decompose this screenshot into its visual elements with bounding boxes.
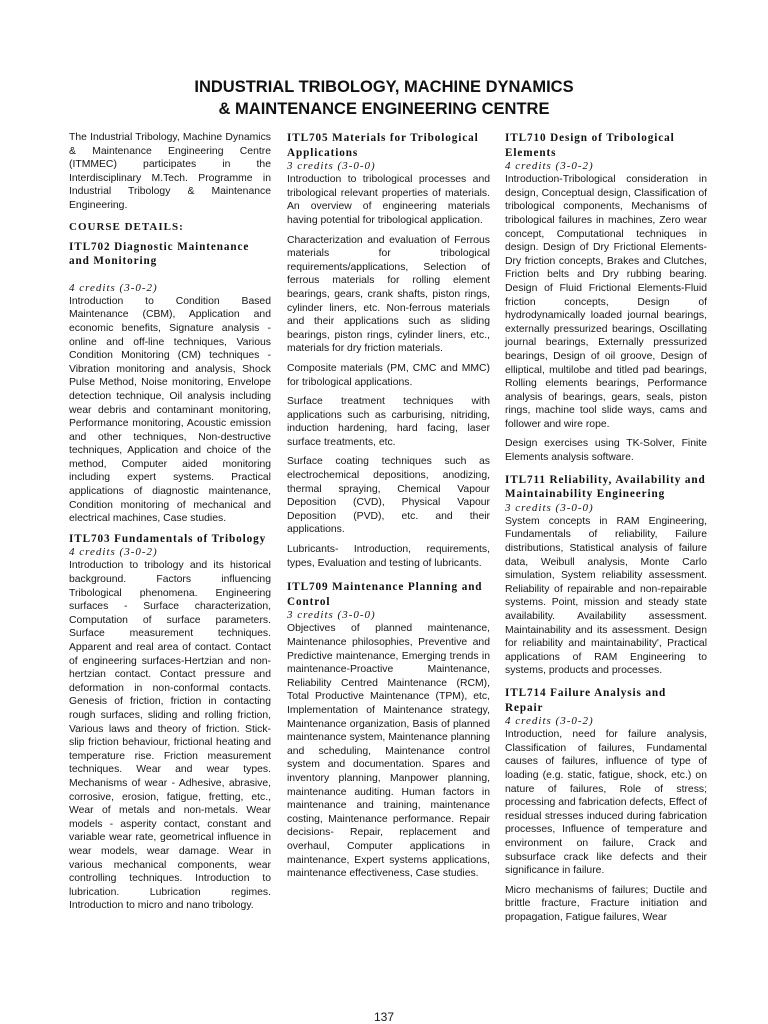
course-paragraph: Introduction-Tribological consideration in design, Conceptual design, Classification of tribological components, Mechanisms of tribological failures in machines, Zero wear concept, Computational techniques in design. Design of Dry Frictional Elements-Dry friction concepts, Brakes and Clutches, Friction belts and Dry rubbing bearing. Design of Fluid Frictional Elements-Fluid friction concepts, Design of hydrodynamically loaded journal bearings, externally pressurized bearings, Oscillating journal bearings, Externally pressurized bearings, Design of oil groove, Design of elliptical, multilobe and titled pad bearings, Rolling elements bearings, Performance analysis of bearings, gears, seals, piston rings, machine tool slide ways, cams and follower and wire rope. (505, 174, 707, 430)
course-itl709 (287, 580, 490, 880)
page-title-line-2: & MAINTENANCE ENGINEERING CENTRE (218, 100, 550, 118)
course-heading: ITL711 Reliability, Availability and Maintainability Engineering (505, 473, 706, 501)
course-credits: 4 credits (3-0-2) (69, 281, 158, 294)
page-title-line-1: INDUSTRIAL TRIBOLOGY, MACHINE DYNAMICS (194, 78, 574, 96)
course-paragraph: Composite materials (PM, CMC and MMC) for tribological applications. (287, 362, 490, 388)
column-right (505, 131, 707, 924)
page-number: 137 (373, 1010, 395, 1024)
course-paragraph: Micro mechanisms of failures; Ductile and brittle fracture, Fracture initiation and propagation, Fatigue failures, Wear (505, 884, 707, 923)
course-credits: 3 credits (3-0-0) (287, 160, 376, 173)
page-title (60, 76, 708, 120)
course-itl703 (69, 532, 271, 913)
course-itl702 (69, 240, 271, 526)
course-heading: ITL710 Design of Tribological Elements (505, 132, 675, 159)
course-paragraph: Surface treatment techniques with applications such as carburising, nitriding, induction hardening, hard facing, laser surface treatments, etc. (287, 396, 490, 448)
course-description: Introduction to Condition Based Maintenance (CBM), Application and economic benefits, Signature analysis - online and off-line techniques, Various Condition Monitoring (CM) techniques - Vibration monitoring and analysis, Shock Pulse Method, Noise monitoring, Envelope detection technique, Oil analysis including wear debris and contaminant monitoring, Performance monitoring, Acoustic emission and other techniques, Non-destructive techniques, Application and choice of the method, Computer aided monitoring including expert systems. Practical applications of diagnostic maintenance, Condition monitoring of mechanical and electrical machines, Case studies. (69, 295, 271, 525)
course-credits: 4 credits (3-0-2) (505, 715, 594, 728)
course-paragraph: Introduction, need for failure analysis, Classification of failures, Fundamental causes of failures, influence of type of loading (e.g. static, fatigue, shock, etc.) on nature of failures, Role of stress; processing and fabrication defects, Effect of residual stresses induced during fabrication processes, Influence of temperature and environment on failure, Crack and subsurface crack like defects and their significance in failure. (505, 729, 707, 877)
course-credits: 3 credits (3-0-0) (287, 609, 376, 622)
column-middle (287, 131, 490, 881)
course-paragraph: Introduction to tribological processes and tribological relevant properties of materials. An overview of engineering materials having potential for tribological application. (287, 174, 490, 226)
course-itl710 (505, 131, 707, 465)
course-credits: 3 credits (3-0-0) (505, 501, 594, 514)
course-paragraph: Lubricants- Introduction, requirements, types, Evaluation and testing of lubricants. (287, 544, 490, 569)
course-credits: 4 credits (3-0-2) (69, 546, 158, 559)
course-itl711 (505, 473, 707, 678)
course-credits: 4 credits (3-0-2) (505, 160, 594, 173)
course-itl714 (505, 686, 707, 925)
course-heading: ITL705 Materials for Tribological Applications (287, 132, 479, 159)
course-description: Introduction to tribology and its historical background. Factors influencing Tribological phenomena. Engineering surfaces - Surface characterization, Computation of surface parameters. Surface measurement techniques. Apparent and real area of contact. Contact of engineering surfaces-Hertzian and non-hertzian contact. Contact pressure and deformation in non-conformal contacts. Genesis of friction, friction in contacting rough surfaces, sliding and rolling friction, Various laws and theory of friction. Stick-slip friction behaviour, frictional heating and temperature rise. Friction measurement techniques. Wear and wear types. Mechanisms of wear - Adhesive, abrasive, corrosive, erosion, fatigue, fretting, etc., Wear of metals and non-metals. Wear models - asperity contact, constant and variable wear rate, geometrical influence in wear models, wear damage. Wear in various mechanical components, wear controlling techniques. Introduction to lubrication. Lubrication regimes. Introduction to micro and nano tribology. (69, 560, 271, 912)
course-details-heading: COURSE DETAILS: (69, 220, 184, 233)
course-heading: ITL709 Maintenance Planning and Control (287, 581, 483, 608)
course-description: Objectives of planned maintenance, Maintenance philosophies, Preventive and Predictive maintenance, Emerging trends in maintenance-Proactive Maintenance, Reliability Centred Maintenance (RCM), Total Productive Maintenance (TPM), etc, Implementation of Maintenance strategy, Maintenance organization, Basis of planned maintenance system, Maintenance planning and scheduling, Maintenance control system and documentation. Spares and inventory planning, Manpower planning, maintenance auditing. Human factors in maintenance and training, maintenance costing, Maintenance performance. Repair decisions- Repair, replacement and overhaul, Computer applications in maintenance, Expert systems applications, maintenance effectiveness, Case studies. (287, 623, 490, 880)
course-description: System concepts in RAM Engineering, Fundamentals of reliability, Failure distributions, Statistical analysis of failure data, Weibull analysis, Monte Carlo simulation, System reliability assessment. Reliability of repairable and non-repairable systems. Point, mission and steady state availability. Availability assessment. Maintainability and its assessment. Design for reliability and maintainability', Practical applications of RAM Engineering to systems, products and processes. (505, 515, 707, 677)
course-heading: ITL702 Diagnostic Maintenance and Monitoring (69, 240, 250, 268)
column-left (69, 131, 271, 913)
intro-paragraph: The Industrial Tribology, Machine Dynamics & Maintenance Engineering Centre (ITMMEC) participates in the Interdisciplinary M.Tech. Programme in Industrial Tribology & Maintenance Engineering. (69, 132, 271, 211)
course-paragraph: Design exercises using TK-Solver, Finite Elements analysis software. (505, 438, 707, 464)
course-heading: ITL714 Failure Analysis and Repair (505, 686, 667, 714)
course-heading: ITL703 Fundamentals of Tribology (69, 532, 267, 545)
course-itl705 (287, 131, 490, 570)
course-paragraph: Surface coating techniques such as electrochemical depositions, anodizing, thermal spraying, Chemical Vapour Deposition (CVD), Physical Vapour Deposition (PVD), etc. and their applications. (287, 456, 490, 536)
course-paragraph: Characterization and evaluation of Ferrous materials for tribological requirements/applications, Selection of ferrous materials for rolling element bearings, gears, crank shafts, piston rings, cylinder liners, etc. Non-ferrous materials and their applications such as sliding bearings, piston rings, cylinder liners, etc., materials for dry friction materials. (287, 234, 490, 355)
